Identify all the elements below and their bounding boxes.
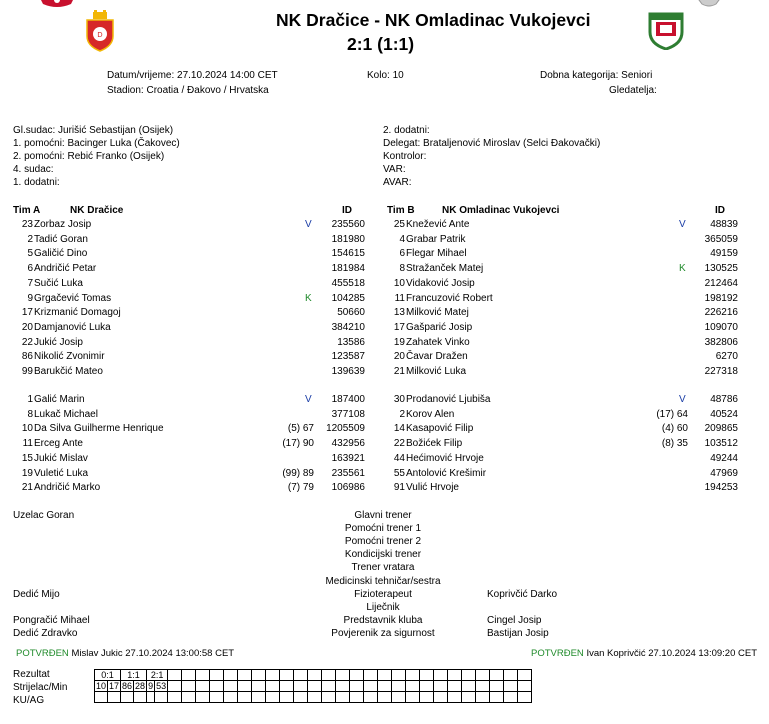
team-b-name: NK Omladinac Vukojevci <box>442 205 560 216</box>
player-number: 21 <box>393 366 405 377</box>
player-name: Krizmanić Domagoj <box>34 307 121 319</box>
empty-cell <box>224 681 238 692</box>
empty-cell <box>518 692 532 703</box>
player-number: 22 <box>393 438 405 450</box>
team-a-id-header: ID <box>342 205 352 216</box>
player-number: 13 <box>393 307 405 319</box>
player-name: Flegar Mihael <box>406 248 467 260</box>
results-grid <box>94 669 532 703</box>
empty-cell <box>378 692 392 703</box>
empty-cell <box>294 670 308 681</box>
empty-cell <box>462 692 476 703</box>
player-number: 86 <box>21 351 33 363</box>
match-round: Kolo: 10 <box>367 70 404 81</box>
home-club-crest <box>84 10 116 52</box>
player-id: 49159 <box>710 248 738 260</box>
player-name: Erceg Ante <box>34 438 83 450</box>
staff-role: Fizioterapeut <box>354 588 412 600</box>
empty-cell <box>196 670 210 681</box>
player-id: 49244 <box>710 452 738 464</box>
kuag-label: KU/AG <box>13 695 45 706</box>
empty-cell <box>364 670 378 681</box>
player-number: 5 <box>27 248 33 260</box>
scorer-cell: 28 <box>135 681 146 691</box>
empty-cell <box>434 692 448 703</box>
empty-cell <box>280 681 294 692</box>
player-name: Damjanović Luka <box>34 321 111 333</box>
empty-cell <box>406 692 420 703</box>
player-name: Hećimović Hrvoje <box>406 452 484 464</box>
home-club-crest <box>37 0 77 8</box>
official-right: AVAR: <box>383 177 412 188</box>
player-name: Milković Luka <box>406 366 467 377</box>
spectators: Gledatelja: <box>609 85 657 96</box>
player-name: Prodanović Ljubiša <box>406 394 491 405</box>
scorer-cell: 9 <box>148 681 154 691</box>
empty-cell <box>490 670 504 681</box>
official-right: 2. dodatni: <box>383 125 430 136</box>
empty-cell <box>504 692 518 703</box>
player-id: 154615 <box>331 248 365 260</box>
empty-cell <box>266 670 280 681</box>
empty-cell <box>322 692 336 703</box>
empty-cell <box>182 681 196 692</box>
score-progression-cell: 1:1 <box>121 670 147 681</box>
team-a-label: Tim A <box>13 205 41 216</box>
empty-cell <box>308 670 322 681</box>
staff-team-b: Bastijan Josip <box>487 627 549 639</box>
empty-cell <box>266 681 280 692</box>
staff-team-a: Dedić Mijo <box>13 588 60 600</box>
official-left: Gl.sudac: Jurišić Sebastijan (Osijek) <box>13 125 174 136</box>
empty-cell <box>490 692 504 703</box>
player-name: Jukić Josip <box>34 336 83 348</box>
staff-role: Trener vratara <box>351 562 415 574</box>
player-number: 11 <box>394 292 405 304</box>
official-right: VAR: <box>383 164 406 175</box>
svg-text:D: D <box>97 31 103 39</box>
player-id: 13586 <box>337 336 365 348</box>
player-id: 106986 <box>331 482 365 494</box>
player-name: Gašparić Josip <box>406 321 473 333</box>
empty-cell <box>350 692 364 703</box>
player-number: 15 <box>21 452 33 464</box>
player-id: 432956 <box>331 438 365 450</box>
empty-cell <box>350 670 364 681</box>
empty-cell <box>168 692 182 703</box>
empty-cell <box>210 692 224 703</box>
player-id: 209865 <box>704 423 738 435</box>
player-name: Galić Marin <box>34 394 85 405</box>
player-id: 377108 <box>331 408 365 420</box>
captain-mark: K <box>305 292 312 304</box>
player-number: 1 <box>27 394 33 405</box>
empty-cell <box>392 681 406 692</box>
empty-cell <box>134 692 147 703</box>
empty-cell <box>196 692 210 703</box>
player-name: Andričić Petar <box>34 263 97 275</box>
staff-role: Glavni trener <box>354 510 412 521</box>
player-name: Francuzović Robert <box>406 292 493 304</box>
empty-cell <box>108 692 121 703</box>
player-name: Vuletić Luka <box>34 467 89 479</box>
substitution-info: (17) 64 <box>656 408 688 420</box>
empty-cell <box>336 681 350 692</box>
player-id: 212464 <box>704 277 738 289</box>
empty-cell <box>406 670 420 681</box>
empty-cell <box>182 670 196 681</box>
staff-role: Povjerenik za sigurnost <box>331 627 435 639</box>
staff-role: Kondicijski trener <box>344 549 422 561</box>
staff-role: Liječnik <box>366 601 400 613</box>
player-number: 14 <box>393 423 405 435</box>
substitution-info: (7) 79 <box>287 482 314 494</box>
player-name: Milković Matej <box>406 307 469 319</box>
empty-cell <box>378 681 392 692</box>
player-id: 130525 <box>704 263 738 275</box>
empty-cell <box>168 670 182 681</box>
player-id: 382806 <box>704 336 738 348</box>
player-name: Antolović Krešimir <box>406 467 487 479</box>
empty-cell <box>308 681 322 692</box>
player-number: 19 <box>393 336 405 348</box>
player-id: 48786 <box>710 394 738 405</box>
empty-cell <box>210 681 224 692</box>
match-datetime: Datum/vrijeme: 27.10.2024 14:00 CET <box>107 70 278 81</box>
substitution-info: (5) 67 <box>287 423 314 435</box>
goalkeeper-mark: V <box>305 394 312 405</box>
player-id: 1205509 <box>326 423 365 435</box>
player-name: Barukčić Mateo <box>34 366 103 377</box>
staff-role: Pomoćni trener 1 <box>344 523 422 535</box>
empty-cell <box>476 670 490 681</box>
player-id: 104285 <box>331 292 365 304</box>
empty-cell <box>420 681 434 692</box>
empty-cell <box>462 670 476 681</box>
player-name: Grabar Patrik <box>406 233 466 245</box>
empty-cell <box>350 681 364 692</box>
player-id: 227318 <box>704 366 738 377</box>
empty-cell <box>322 670 336 681</box>
official-left: 2. pomoćni: Rebić Franko (Osijek) <box>13 151 165 162</box>
empty-cell <box>155 692 168 703</box>
empty-cell <box>147 692 155 703</box>
player-number: 44 <box>393 452 405 464</box>
player-number: 8 <box>27 408 33 420</box>
player-id: 187400 <box>331 394 365 405</box>
player-id: 181980 <box>331 233 365 245</box>
player-id: 455518 <box>331 277 365 289</box>
empty-cell <box>434 681 448 692</box>
staff-team-b: Koprivčić Darko <box>487 588 558 600</box>
scorer-cell: 10 <box>96 681 107 691</box>
away-club-crest <box>694 0 724 8</box>
scorer-cell: 17 <box>109 681 120 691</box>
empty-cell <box>336 692 350 703</box>
staff-team-b: Cingel Josip <box>487 614 542 626</box>
staff-team-a: Dedić Zdravko <box>13 627 78 639</box>
empty-cell <box>252 670 266 681</box>
match-stadium: Stadion: Croatia / Đakovo / Hrvatska <box>107 85 269 96</box>
confirm-left-label: POTVRĐEN <box>16 648 69 659</box>
score-progression-cell: 0:1 <box>95 670 121 681</box>
empty-cell <box>378 670 392 681</box>
empty-cell <box>504 670 518 681</box>
team-b-id-header: ID <box>715 205 725 216</box>
player-number: 22 <box>21 336 33 348</box>
player-id: 384210 <box>331 321 365 333</box>
substitution-info: (4) 60 <box>661 423 688 435</box>
player-id: 50660 <box>337 307 365 319</box>
official-left: 1. pomoćni: Bacinger Luka (Čakovec) <box>13 138 180 149</box>
empty-cell <box>224 692 238 703</box>
player-number: 2 <box>27 233 33 245</box>
score-progression-cell: 2:1 <box>147 670 168 681</box>
player-name: Grgačević Tomas <box>34 292 112 304</box>
player-id: 40524 <box>710 408 738 420</box>
player-name: Stražanček Matej <box>406 263 484 275</box>
empty-cell <box>294 681 308 692</box>
empty-cell <box>95 692 108 703</box>
empty-cell <box>238 681 252 692</box>
player-name: Da Silva Guilherme Henrique <box>34 423 164 435</box>
scorer-cell: 86 <box>122 681 133 691</box>
rezultat-label: Rezultat <box>13 669 50 680</box>
player-id: 48839 <box>710 219 738 230</box>
player-id: 235560 <box>331 219 365 230</box>
captain-mark: K <box>679 263 686 275</box>
official-right: Delegat: Brataljenović Miroslav (Selci Đakovački) <box>383 138 601 149</box>
empty-cell <box>252 681 266 692</box>
player-number: 25 <box>393 219 405 230</box>
match-score: 2:1 (1:1) <box>347 34 415 54</box>
empty-cell <box>392 670 406 681</box>
empty-cell <box>518 670 532 681</box>
empty-cell <box>448 692 462 703</box>
player-number: 19 <box>21 467 33 479</box>
empty-cell <box>224 670 238 681</box>
player-id: 181984 <box>331 263 365 275</box>
empty-cell <box>476 681 490 692</box>
player-number: 7 <box>27 277 33 289</box>
player-name: Kasapović Filip <box>406 423 474 435</box>
confirm-right <box>531 648 757 659</box>
player-name: Lukač Michael <box>34 408 98 420</box>
player-number: 17 <box>393 321 405 333</box>
player-number: 6 <box>27 263 33 275</box>
strijelac-label: Strijelac/Min <box>13 682 68 693</box>
empty-cell <box>406 681 420 692</box>
player-id: 6270 <box>715 351 738 363</box>
empty-cell <box>252 692 266 703</box>
empty-cell <box>280 670 294 681</box>
substitution-info: (8) 35 <box>661 438 688 450</box>
empty-cell <box>196 681 210 692</box>
player-number: 23 <box>21 219 33 230</box>
empty-cell <box>322 681 336 692</box>
empty-cell <box>210 670 224 681</box>
goalkeeper-mark: V <box>679 219 686 230</box>
player-id: 198192 <box>704 292 738 304</box>
empty-cell <box>518 681 532 692</box>
player-number: 20 <box>21 321 33 333</box>
empty-cell <box>238 670 252 681</box>
team-a-name: NK Dračice <box>70 205 124 216</box>
team-b-label: Tim B <box>387 205 415 216</box>
player-number: 6 <box>399 248 405 260</box>
player-name: Korov Alen <box>406 408 455 420</box>
player-id: 163921 <box>331 452 365 464</box>
player-number: 21 <box>21 482 33 494</box>
staff-role: Pomoćni trener 2 <box>344 536 422 548</box>
player-number: 30 <box>393 394 405 405</box>
empty-cell <box>476 692 490 703</box>
substitution-info: (99) 89 <box>282 467 314 479</box>
player-number: 8 <box>399 263 405 275</box>
scorer-cell: 53 <box>156 681 167 691</box>
player-number: 4 <box>399 233 405 245</box>
staff-team-a: Uzelac Goran <box>13 510 75 521</box>
player-name: Tadić Goran <box>34 233 88 245</box>
confirm-left <box>16 648 234 659</box>
empty-cell <box>420 670 434 681</box>
goalkeeper-mark: V <box>679 394 686 405</box>
empty-cell <box>182 692 196 703</box>
player-number: 17 <box>21 307 33 319</box>
empty-cell <box>168 681 182 692</box>
official-left: 1. dodatni: <box>13 177 60 188</box>
player-name: Knežević Ante <box>406 219 470 230</box>
empty-cell <box>364 681 378 692</box>
player-id: 123587 <box>331 351 365 363</box>
player-number: 10 <box>393 277 405 289</box>
player-id: 109070 <box>704 321 738 333</box>
empty-cell <box>294 692 308 703</box>
player-number: 11 <box>22 438 33 450</box>
player-id: 103512 <box>704 438 738 450</box>
player-number: 2 <box>399 408 405 420</box>
player-name: Vulić Hrvoje <box>406 482 459 494</box>
player-number: 10 <box>21 423 33 435</box>
away-club-crest <box>646 10 686 50</box>
match-title: NK Dračice - NK Omladinac Vukojevci <box>276 10 591 30</box>
empty-cell <box>336 670 350 681</box>
empty-cell <box>434 670 448 681</box>
empty-cell <box>392 692 406 703</box>
player-name: Božićek Filip <box>406 438 463 450</box>
player-name: Vidaković Josip <box>406 277 475 289</box>
player-id: 365059 <box>704 233 738 245</box>
player-name: Nikolić Zvonimir <box>34 351 105 363</box>
confirm-left-text: Mislav Jukic 27.10.2024 13:00:58 CET <box>71 648 235 659</box>
player-name: Galičić Dino <box>34 248 88 260</box>
staff-role: Medicinski tehničar/sestra <box>325 575 441 587</box>
empty-cell <box>448 670 462 681</box>
confirm-right-text: Ivan Koprivčić 27.10.2024 13:09:20 CET <box>586 648 758 659</box>
player-number: 55 <box>393 467 405 479</box>
empty-cell <box>308 692 322 703</box>
staff-team-a: Pongračić Mihael <box>13 614 90 626</box>
official-left: 4. sudac: <box>13 164 54 175</box>
empty-cell <box>266 692 280 703</box>
staff-role: Predstavnik kluba <box>343 614 423 626</box>
player-number: 9 <box>27 292 33 304</box>
confirm-right-label: POTVRĐEN <box>531 648 584 659</box>
player-name: Sučić Luka <box>34 277 83 289</box>
empty-cell <box>462 681 476 692</box>
empty-cell <box>364 692 378 703</box>
player-name: Čavar Dražen <box>406 351 468 363</box>
empty-cell <box>448 681 462 692</box>
player-number: 91 <box>393 482 405 494</box>
player-number: 99 <box>21 366 33 377</box>
age-category: Dobna kategorija: Seniori <box>540 70 653 81</box>
empty-cell <box>121 692 134 703</box>
goalkeeper-mark: V <box>305 219 312 230</box>
player-name: Jukić Mislav <box>34 452 88 464</box>
player-id: 47969 <box>710 467 738 479</box>
empty-cell <box>238 692 252 703</box>
player-number: 20 <box>393 351 405 363</box>
player-id: 235561 <box>331 467 365 479</box>
empty-cell <box>490 681 504 692</box>
player-name: Zahatek Vinko <box>406 336 470 348</box>
player-name: Andričić Marko <box>34 482 101 494</box>
player-name: Zorbaz Josip <box>34 219 92 230</box>
substitution-info: (17) 90 <box>282 438 314 450</box>
player-id: 139639 <box>331 366 365 377</box>
empty-cell <box>280 692 294 703</box>
empty-cell <box>420 692 434 703</box>
empty-cell <box>504 681 518 692</box>
player-id: 226216 <box>704 307 738 319</box>
player-id: 194253 <box>704 482 738 494</box>
official-right: Kontrolor: <box>383 151 427 162</box>
